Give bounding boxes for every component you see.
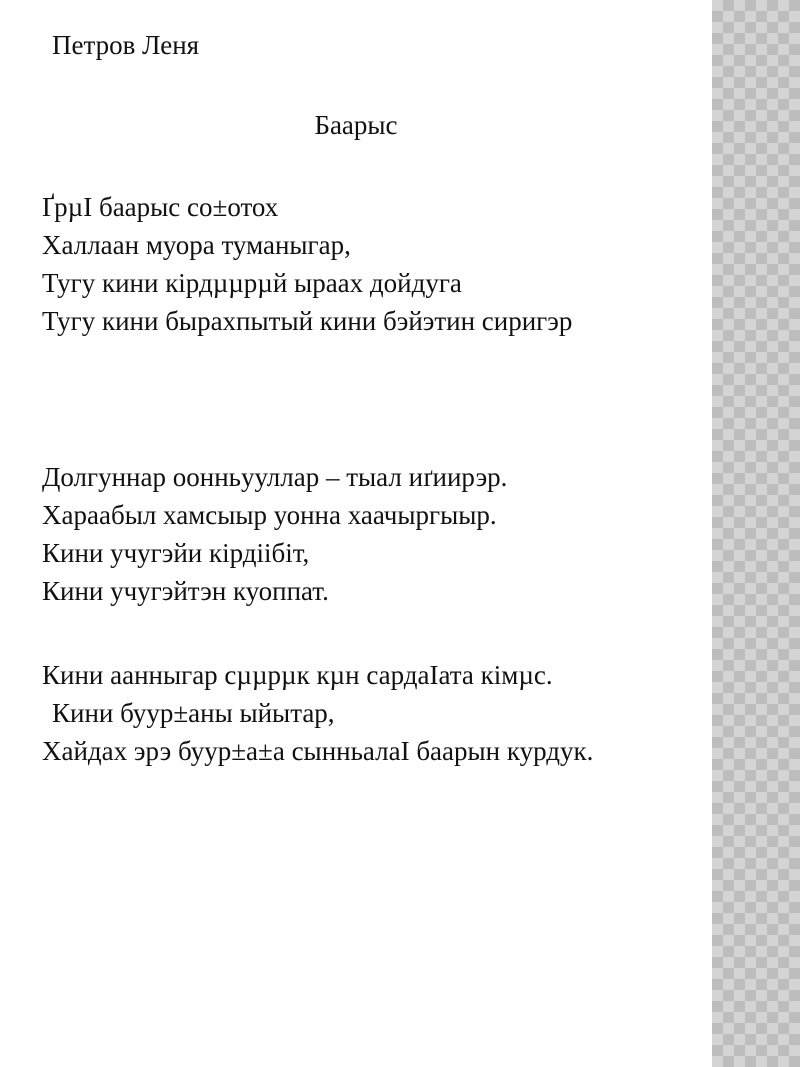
poem-line: Хараабыл хамсыыр уонна хаачыргыыр. (42, 500, 497, 530)
poem-title: Баарыс (314, 110, 398, 140)
poem-line: Халлаан муора туманыгар, (42, 230, 351, 260)
author-name: Петров Леня (52, 30, 200, 60)
poem-line: Долгуннар оонньууллар – тыал иґиирэр. (42, 462, 508, 492)
stanza (42, 458, 682, 610)
poem-line: Тугу кини быpахпытый кини бэйэтин сиригэр (42, 306, 573, 336)
poem-line: Кини учугэйи кірдіібіт, (42, 538, 310, 568)
poem-line: Хайдах эрэ буур±а±а сынньалаІ баарын курдук. (42, 736, 594, 766)
stanza (42, 188, 682, 340)
poem-line: ҐрµІ баарыс со±отох (42, 192, 279, 222)
poem-line: Тугу кини кірдµµрµй ыраах дойдуга (42, 268, 462, 298)
poem-line: Кини аанныгар сµµрµк кµн сардаІата кімµс. (42, 660, 553, 690)
stanza (42, 656, 682, 770)
poem-line: Кини учугэйтэн куоппат. (42, 576, 329, 606)
poem-line: Кини буур±аны ыйытар, (52, 698, 335, 728)
decorative-side-pattern (712, 0, 800, 1067)
